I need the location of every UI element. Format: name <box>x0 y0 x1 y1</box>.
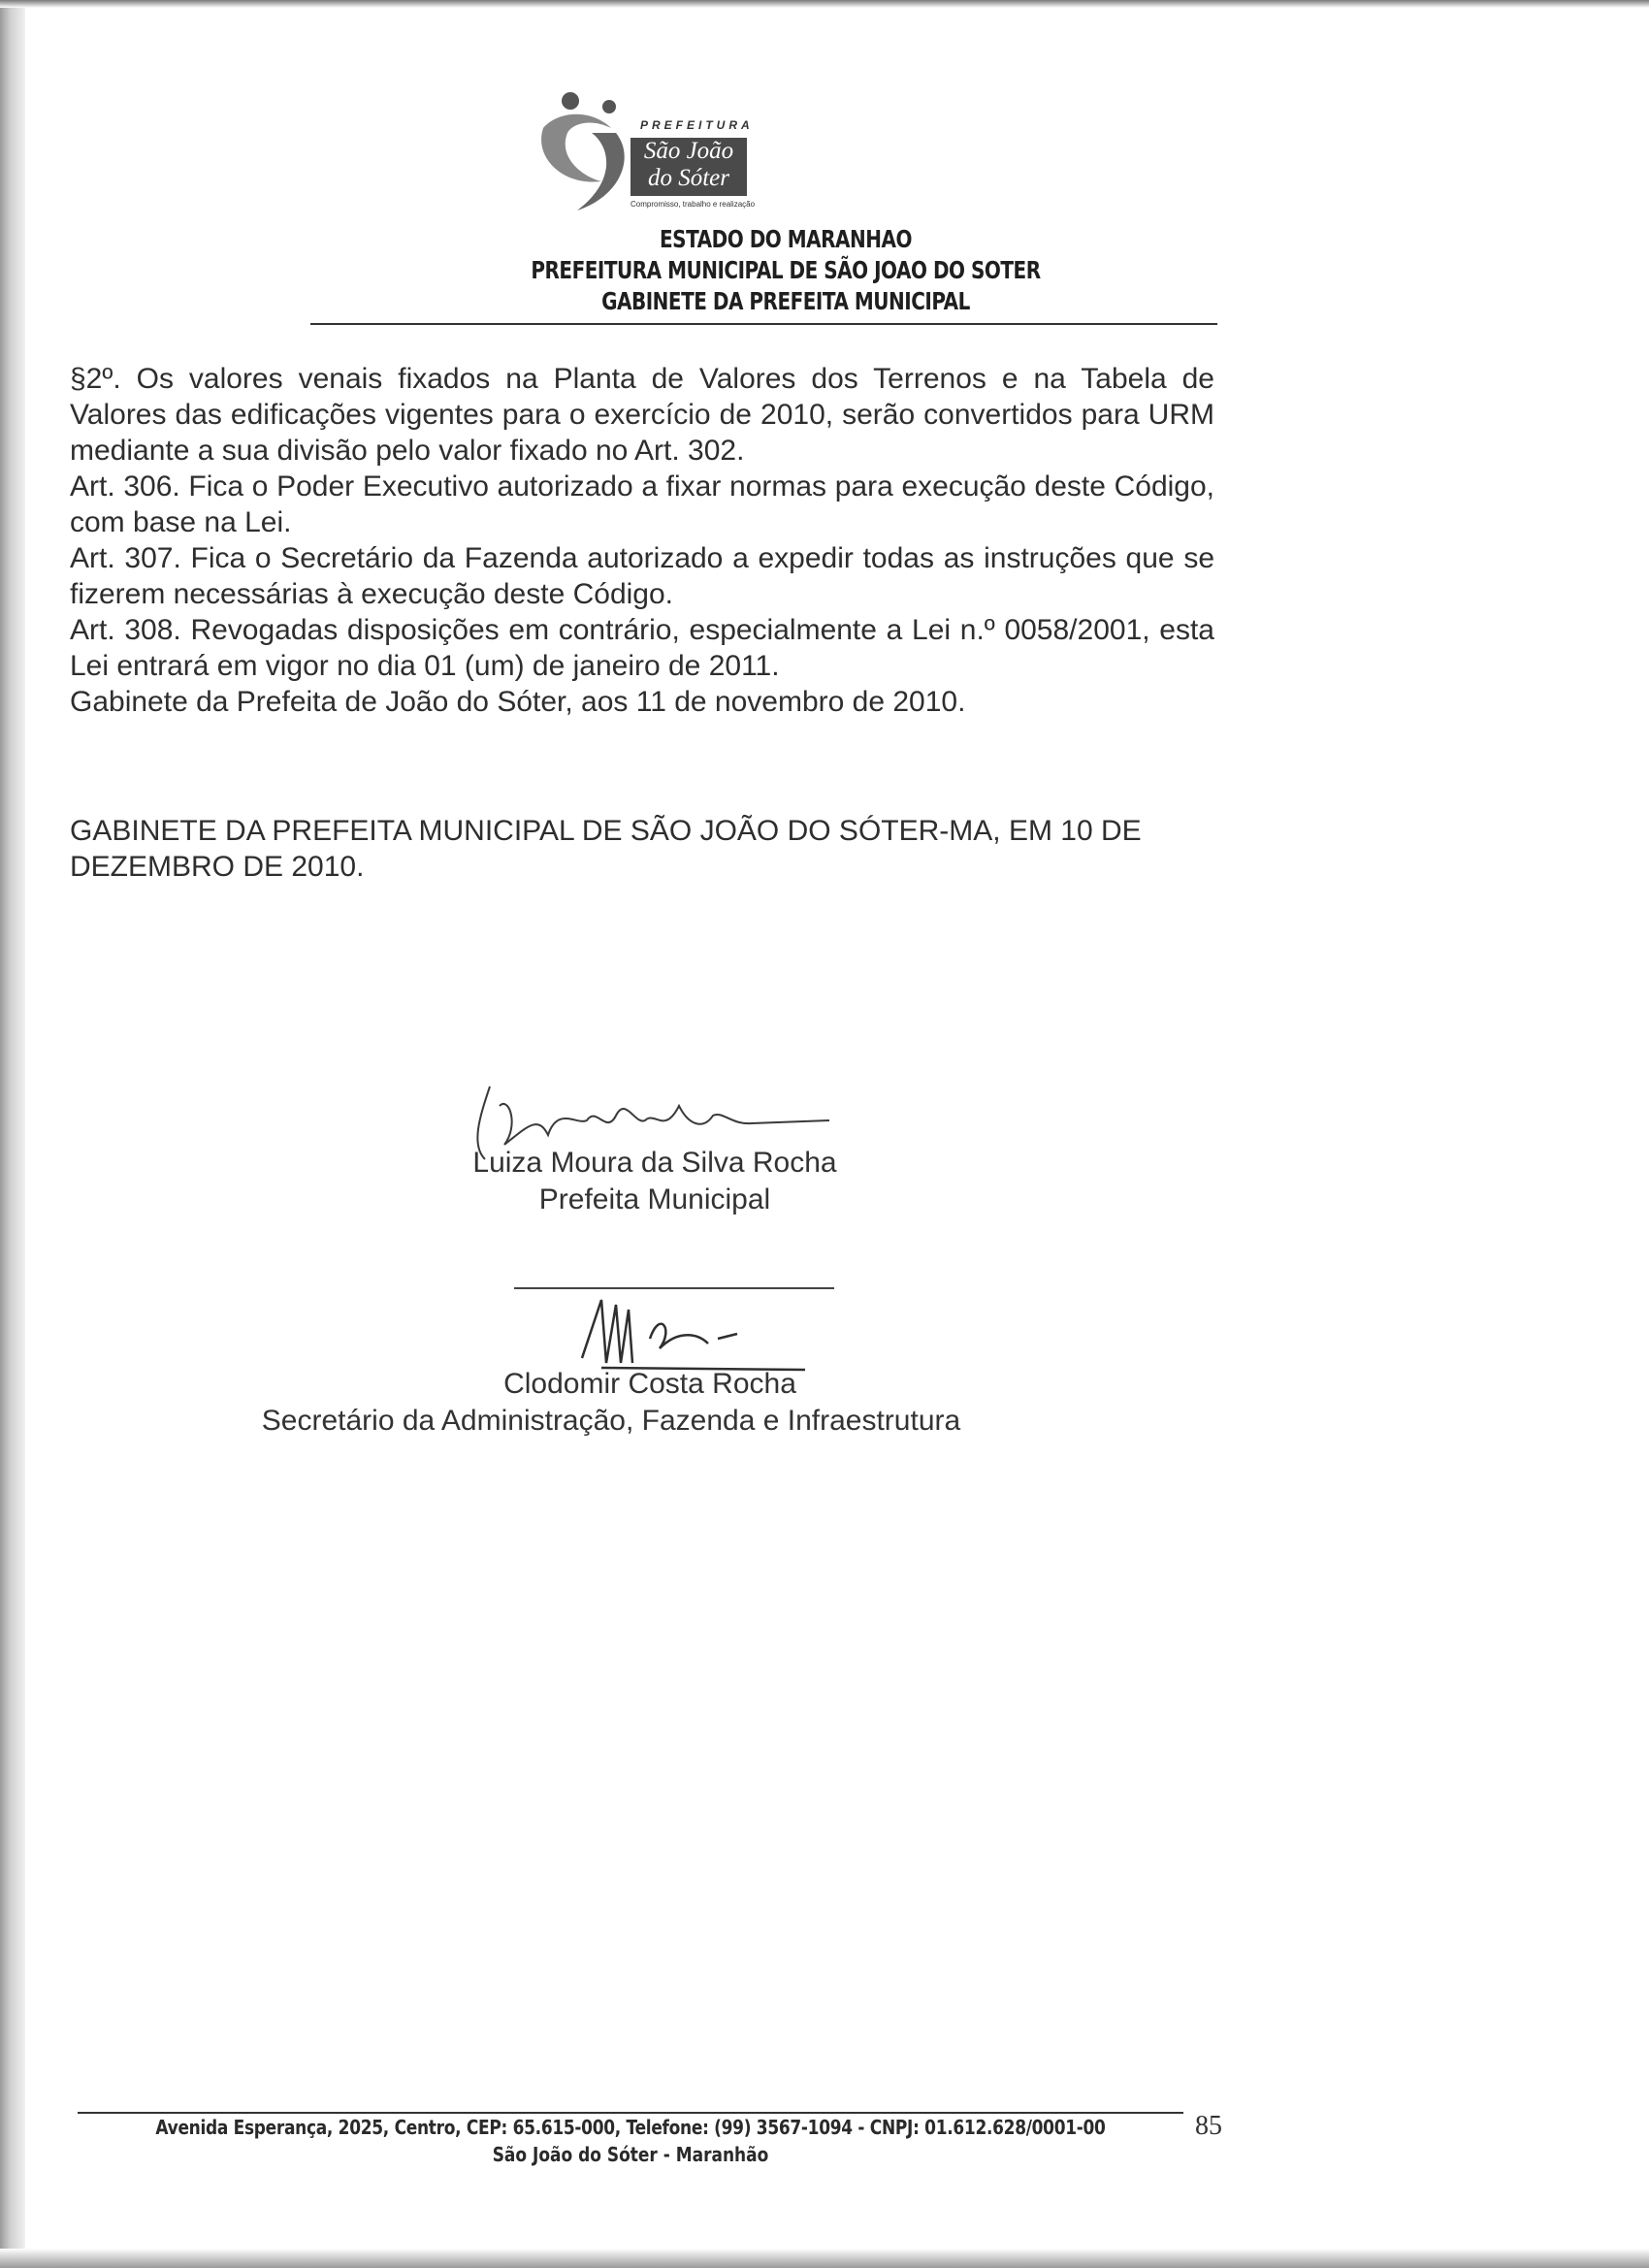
scan-shadow-bottom <box>0 2249 1649 2268</box>
header-prefeitura: PREFEITURA MUNICIPAL DE SÃO JOAO DO SOTER <box>531 255 1041 284</box>
logo-name-line2: do Sóter <box>647 165 730 191</box>
header-divider <box>310 323 1217 325</box>
paragraph-gabinete-date: Gabinete da Prefeita de João do Sóter, aos 11 de novembro de 2010. <box>70 686 966 718</box>
signature-1-name: Luiza Moura da Silva Rocha <box>472 1147 837 1179</box>
footer-divider <box>78 2112 1183 2114</box>
logo-name-line1: São João <box>643 138 734 164</box>
scan-shadow-left <box>0 0 25 2268</box>
paragraph-art-307: Art. 307. Fica o Secretário da Fazenda autorizado a expedir todas as instruções que se fizerem necessárias à execução deste Código. <box>70 542 1214 610</box>
logo-prefeitura-label: PREFEITURA <box>640 118 754 132</box>
header-state: ESTADO DO MARANHAO <box>660 224 912 253</box>
footer-address: Avenida Esperança, 2025, Centro, CEP: 65.615-000, Telefone: (99) 3567-1094 - CNPJ: 01.612.628/0001-00 <box>155 2117 1106 2140</box>
footer-city: São João do Sóter - Maranhão <box>492 2144 769 2167</box>
closing-statement: GABINETE DA PREFEITA MUNICIPAL DE SÃO JOÃO DO SÓTER-MA, EM 10 DE DEZEMBRO DE 2010. <box>70 815 1142 883</box>
document-body <box>70 361 1214 720</box>
logo-name-box <box>630 138 747 196</box>
signature-1-role: Prefeita Municipal <box>538 1183 771 1215</box>
signature-2-name: Clodomir Costa Rocha <box>503 1368 796 1400</box>
signature-2-role: Secretário da Administração, Fazenda e Infraestrutura <box>261 1405 961 1437</box>
paragraph-art-306: Art. 306. Fica o Poder Executivo autorizado a fixar normas para execução deste Código, com base na Lei. <box>70 470 1214 538</box>
scan-shadow-top <box>0 0 1649 8</box>
paragraph-art-308: Art. 308. Revogadas disposições em contrário, especialmente a Lei n.º 0058/2001, esta Lei entrará em vigor no dia 01 (um) de janeiro de 2011. <box>70 614 1214 682</box>
paragraph-2-section: §2º. Os valores venais fixados na Planta de Valores dos Terrenos e na Tabela de Valores das edificações vigentes para o exercício de 2010, serão convertidos para URM mediante a sua divisão pelo valor fixado no Art. 302. <box>70 363 1214 467</box>
header-gabinete: GABINETE DA PREFEITA MUNICIPAL <box>601 286 970 315</box>
page-number: 85 <box>1195 2111 1222 2141</box>
logo-slogan: Compromisso, trabalho e realização <box>630 200 756 209</box>
